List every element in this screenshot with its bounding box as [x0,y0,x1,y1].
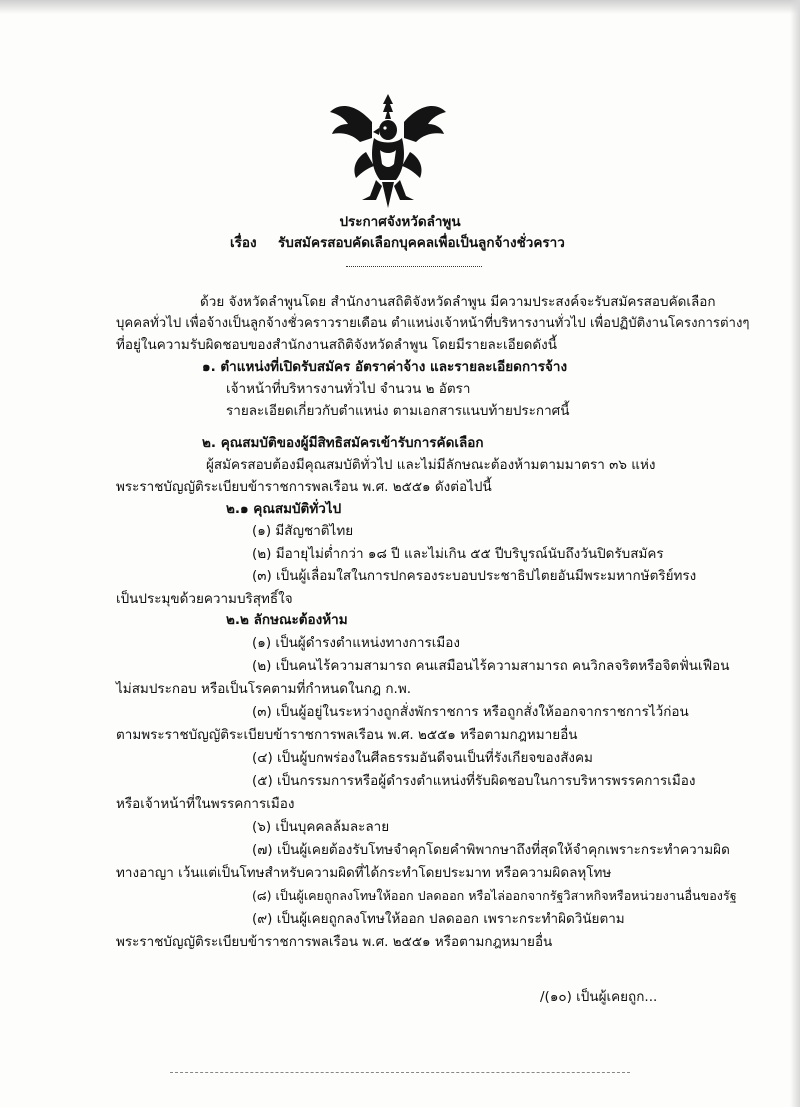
list-item: (๗) เป็นผู้เคยต้องรับโทษจำคุกโดยคำพิพากษาถึงที่สุดให้จำคุกเพราะกระทำความผิด [252,842,730,858]
list-item: (๕) เป็นกรรมการหรือผู้ดำรงตำแหน่งที่รับผิดชอบในการบริหารพรรคการเมือง [252,773,696,789]
list-item-continuation: ทางอาญา เว้นแต่เป็นโทษสำหรับความผิดที่ได้กระทำโดยประมาท หรือความผิดลหุโทษ [116,865,612,881]
subsection-heading: ๒.๑ คุณสมบัติทั่วไป [226,501,342,517]
list-item: (๑) มีสัญชาติไทย [252,523,354,539]
paragraph-line: พระราชบัญญัติระเบียบข้าราชการพลเรือน พ.ศ. ๒๕๕๑ ดังต่อไปนี้ [116,479,492,495]
list-item-continuation: พระราชบัญญัติระเบียบข้าราชการพลเรือน พ.ศ. ๒๕๕๑ หรือตามกฎหมายอื่น [116,934,553,950]
list-item: (๓) เป็นผู้เลื่อมใสในการปกครองระบอบประชาธิปไตยอันมีพระมหากษัตริย์ทรง [252,568,697,584]
title-divider [346,266,482,267]
list-item: (๑) เป็นผู้ดำรงตำแหน่งทางการเมือง [252,635,460,651]
intro-line: ด้วย จังหวัดลำพูนโดย สำนักงานสถิติจังหวัดลำพูน มีความประสงค์จะรับสมัครสอบคัดเลือก [200,294,716,310]
list-item-continuation: เป็นประมุขด้วยความบริสุทธิ์ใจ [116,591,293,607]
list-item: (๖) เป็นบุคคลล้มละลาย [252,819,390,835]
list-item-continuation: ตามพระราชบัญญัติระเบียบข้าราชการพลเรือน พ.ศ. ๒๕๕๑ หรือตามกฎหมายอื่น [116,727,578,743]
intro-line: ที่อยู่ในความรับผิดชอบของสำนักงานสถิติจังหวัดลำพูน โดยมีรายละเอียดดังนี้ [116,337,557,353]
subject-line [230,234,565,252]
details-line: รายละเอียดเกี่ยวกับตำแหน่ง ตามเอกสารแนบท้ายประกาศนี้ [226,403,570,419]
subject-label: เรื่อง [230,235,257,251]
list-item-continuation: ไม่สมประกอบ หรือเป็นโรคตามที่กำหนดในกฎ ก.พ. [116,681,412,697]
list-item: (๒) มีอายุไม่ต่ำกว่า ๑๘ ปี และไม่เกิน ๕๕ ปีบริบูรณ์นับถึงวันปิดรับสมัคร [252,546,664,562]
subject-text: รับสมัครสอบคัดเลือกบุคคลเพื่อเป็นลูกจ้างชั่วคราว [278,235,565,251]
list-item-continuation: หรือเจ้าหน้าที่ในพรรคการเมือง [116,796,295,812]
section-heading: ๑. ตำแหน่งที่เปิดรับสมัคร อัตราค่าจ้าง และรายละเอียดการจ้าง [202,359,568,375]
list-item: (๘) เป็นผู้เคยถูกลงโทษให้ออก ปลดออก หรือไล่ออกจากรัฐวิสาหกิจหรือหน่วยงานอื่นของรัฐ [252,888,737,903]
page-continuation-note: /(๑๐) เป็นผู้เคยถูก... [540,989,658,1005]
list-item: (๒) เป็นคนไร้ความสามารถ คนเสมือนไร้ความสามารถ คนวิกลจริตหรือจิตฟั่นเฟือน [252,658,730,674]
paragraph-line: ผู้สมัครสอบต้องมีคุณสมบัติทั่วไป และไม่มีลักษณะต้องห้ามตามมาตรา ๓๖ แห่ง [206,457,656,473]
intro-line: บุคคลทั่วไป เพื่อจ้างเป็นลูกจ้างชั่วคราวรายเดือน ตำแหน่งเจ้าหน้าที่บริหารงานทั่วไป เพื่อปฏิบัติงานโครงการต่างๆ [116,316,750,331]
scan-edge [0,0,800,14]
list-item: (๙) เป็นผู้เคยถูกลงโทษให้ออก ปลดออก เพราะกระทำผิดวินัยตาม [252,911,625,927]
footer-rule [170,1072,630,1073]
list-item: (๓) เป็นผู้อยู่ในระหว่างถูกสั่งพักราชการ หรือถูกสั่งให้ออกจากราชการไว้ก่อน [252,704,689,720]
position-line: เจ้าหน้าที่บริหารงานทั่วไป จำนวน ๒ อัตรา [226,381,471,397]
subsection-heading: ๒.๒ ลักษณะต้องห้าม [226,612,348,628]
garuda-emblem-icon [326,92,450,210]
scan-edge [790,0,800,1107]
list-item: (๔) เป็นผู้บกพร่องในศีลธรรมอันดีจนเป็นที่รังเกียจของสังคม [252,750,593,766]
announcement-title: ประกาศจังหวัดลำพูน [339,214,461,230]
section-heading: ๒. คุณสมบัติของผู้มีสิทธิสมัครเข้ารับการคัดเลือก [202,435,484,451]
